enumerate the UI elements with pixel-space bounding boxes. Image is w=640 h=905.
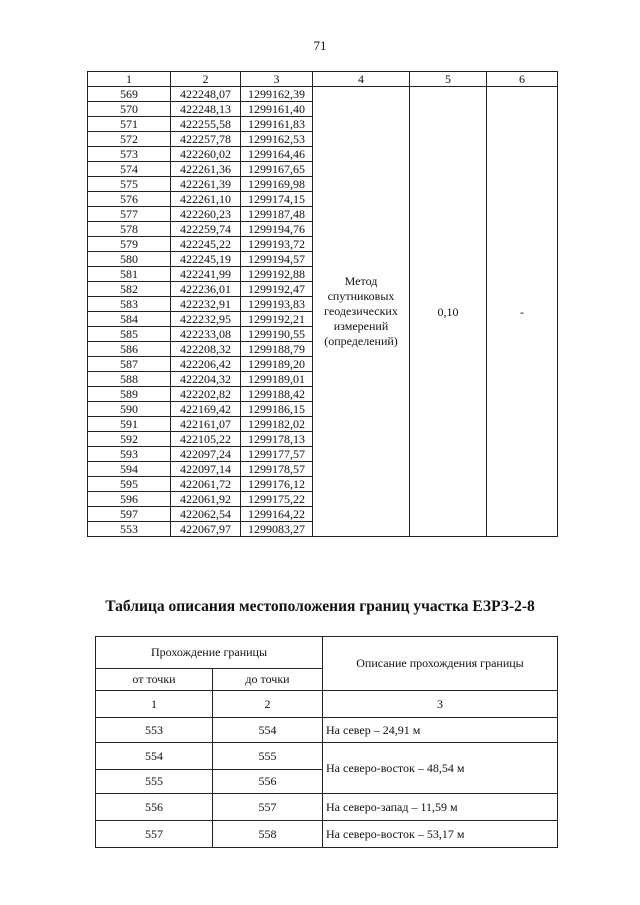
coordinates-body (88, 87, 558, 537)
y-coordinate: 1299169,98 (241, 177, 313, 192)
x-coordinate: 422097,14 (171, 462, 241, 477)
boundary-description-table (95, 636, 558, 848)
column-header: 3 (241, 72, 313, 87)
column-number: 1 (96, 691, 213, 718)
boundary-passage-header: Прохождение границы (96, 637, 323, 669)
from-point: 556 (96, 794, 213, 821)
x-coordinate: 422097,24 (171, 447, 241, 462)
point-number: 593 (88, 447, 171, 462)
to-point: 556 (213, 770, 323, 794)
from-point-header: от точки (96, 669, 213, 691)
y-coordinate: 1299176,12 (241, 477, 313, 492)
from-point: 554 (96, 743, 213, 770)
boundary-row (96, 794, 558, 821)
coordinates-header-row (88, 72, 558, 87)
point-number: 572 (88, 132, 171, 147)
point-number: 590 (88, 402, 171, 417)
y-coordinate: 1299178,57 (241, 462, 313, 477)
x-coordinate: 422161,07 (171, 417, 241, 432)
point-number: 585 (88, 327, 171, 342)
method-text-line: спутниковых (327, 289, 395, 303)
column-header: 5 (410, 72, 487, 87)
point-number: 576 (88, 192, 171, 207)
coordinates-table (87, 71, 558, 537)
x-coordinate: 422257,78 (171, 132, 241, 147)
column-number: 3 (323, 691, 558, 718)
point-number: 581 (88, 267, 171, 282)
column-header: 6 (487, 72, 558, 87)
column-header: 1 (88, 72, 171, 87)
boundary-description: На северо-запад – 11,59 м (323, 794, 558, 821)
y-coordinate: 1299162,53 (241, 132, 313, 147)
y-coordinate: 1299189,20 (241, 357, 313, 372)
page-number: 71 (313, 38, 327, 53)
point-number: 569 (88, 87, 171, 102)
x-coordinate: 422245,19 (171, 252, 241, 267)
point-number: 592 (88, 432, 171, 447)
column-number: 2 (213, 691, 323, 718)
y-coordinate: 1299189,01 (241, 372, 313, 387)
y-coordinate: 1299187,48 (241, 207, 313, 222)
point-number: 570 (88, 102, 171, 117)
point-number: 574 (88, 162, 171, 177)
to-point: 554 (213, 718, 323, 743)
boundary-description-header: Описание прохождения границы (323, 637, 558, 691)
x-coordinate: 422260,23 (171, 207, 241, 222)
method-text-line: измерений (333, 319, 389, 333)
x-coordinate: 422061,92 (171, 492, 241, 507)
x-coordinate: 422233,08 (171, 327, 241, 342)
boundary-number-row (96, 691, 558, 718)
y-coordinate: 1299192,47 (241, 282, 313, 297)
y-coordinate: 1299161,83 (241, 117, 313, 132)
point-number: 595 (88, 477, 171, 492)
y-coordinate: 1299167,65 (241, 162, 313, 177)
point-number: 587 (88, 357, 171, 372)
coordinate-row (88, 87, 558, 102)
x-coordinate: 422236,01 (171, 282, 241, 297)
y-coordinate: 1299192,21 (241, 312, 313, 327)
to-point: 557 (213, 794, 323, 821)
point-number: 586 (88, 342, 171, 357)
point-number: 582 (88, 282, 171, 297)
y-coordinate: 1299188,42 (241, 387, 313, 402)
from-point: 557 (96, 821, 213, 848)
point-number: 579 (88, 237, 171, 252)
column-header: 2 (171, 72, 241, 87)
boundary-table-heading: Таблица описания местоположения границ участка ЕЗРЗ-2-8 (105, 598, 535, 615)
point-number: 575 (88, 177, 171, 192)
boundary-description: На север – 24,91 м (323, 718, 558, 743)
y-coordinate: 1299161,40 (241, 102, 313, 117)
y-coordinate: 1299192,88 (241, 267, 313, 282)
y-coordinate: 1299162,39 (241, 87, 313, 102)
x-coordinate: 422248,13 (171, 102, 241, 117)
x-coordinate: 422169,42 (171, 402, 241, 417)
method-text-line: геодезических (324, 304, 398, 318)
point-number: 573 (88, 147, 171, 162)
point-number: 553 (88, 522, 171, 537)
x-coordinate: 422261,36 (171, 162, 241, 177)
point-number: 589 (88, 387, 171, 402)
y-coordinate: 1299178,13 (241, 432, 313, 447)
point-number: 588 (88, 372, 171, 387)
x-coordinate: 422105,22 (171, 432, 241, 447)
method-text-line: Метод (344, 274, 378, 288)
y-coordinate: 1299177,57 (241, 447, 313, 462)
boundary-description: На северо-восток – 48,54 м (323, 743, 558, 794)
point-number: 594 (88, 462, 171, 477)
point-number: 578 (88, 222, 171, 237)
y-coordinate: 1299194,57 (241, 252, 313, 267)
to-point: 558 (213, 821, 323, 848)
x-coordinate: 422232,91 (171, 297, 241, 312)
y-coordinate: 1299083,27 (241, 522, 313, 537)
from-point: 555 (96, 770, 213, 794)
point-number: 583 (88, 297, 171, 312)
point-number: 596 (88, 492, 171, 507)
measurement-method (313, 87, 410, 537)
y-coordinate: 1299193,72 (241, 237, 313, 252)
point-number: 597 (88, 507, 171, 522)
y-coordinate: 1299188,79 (241, 342, 313, 357)
point-number: 577 (88, 207, 171, 222)
to-point-header: до точки (213, 669, 323, 691)
y-coordinate: 1299182,02 (241, 417, 313, 432)
from-point: 553 (96, 718, 213, 743)
point-number: 591 (88, 417, 171, 432)
y-coordinate: 1299190,55 (241, 327, 313, 342)
x-coordinate: 422232,95 (171, 312, 241, 327)
x-coordinate: 422206,42 (171, 357, 241, 372)
x-coordinate: 422202,82 (171, 387, 241, 402)
x-coordinate: 422261,10 (171, 192, 241, 207)
accuracy-value: 0,10 (410, 87, 487, 537)
boundary-header-row (96, 637, 558, 669)
x-coordinate: 422259,74 (171, 222, 241, 237)
method-text-line: (определений) (324, 334, 398, 348)
x-coordinate: 422062,54 (171, 507, 241, 522)
x-coordinate: 422245,22 (171, 237, 241, 252)
y-coordinate: 1299164,46 (241, 147, 313, 162)
to-point: 555 (213, 743, 323, 770)
x-coordinate: 422241,99 (171, 267, 241, 282)
column-header: 4 (313, 72, 410, 87)
point-number: 580 (88, 252, 171, 267)
y-coordinate: 1299194,76 (241, 222, 313, 237)
boundary-row (96, 821, 558, 848)
x-coordinate: 422061,72 (171, 477, 241, 492)
y-coordinate: 1299174,15 (241, 192, 313, 207)
x-coordinate: 422248,07 (171, 87, 241, 102)
boundary-row (96, 743, 558, 770)
x-coordinate: 422260,02 (171, 147, 241, 162)
point-number: 571 (88, 117, 171, 132)
y-coordinate: 1299186,15 (241, 402, 313, 417)
point-number: 584 (88, 312, 171, 327)
x-coordinate: 422255,58 (171, 117, 241, 132)
x-coordinate: 422208,32 (171, 342, 241, 357)
x-coordinate: 422067,97 (171, 522, 241, 537)
y-coordinate: 1299175,22 (241, 492, 313, 507)
boundary-row (96, 718, 558, 743)
boundary-description: На северо-восток – 53,17 м (323, 821, 558, 848)
x-coordinate: 422261,39 (171, 177, 241, 192)
x-coordinate: 422204,32 (171, 372, 241, 387)
y-coordinate: 1299164,22 (241, 507, 313, 522)
column-6-value: - (487, 87, 558, 537)
y-coordinate: 1299193,83 (241, 297, 313, 312)
